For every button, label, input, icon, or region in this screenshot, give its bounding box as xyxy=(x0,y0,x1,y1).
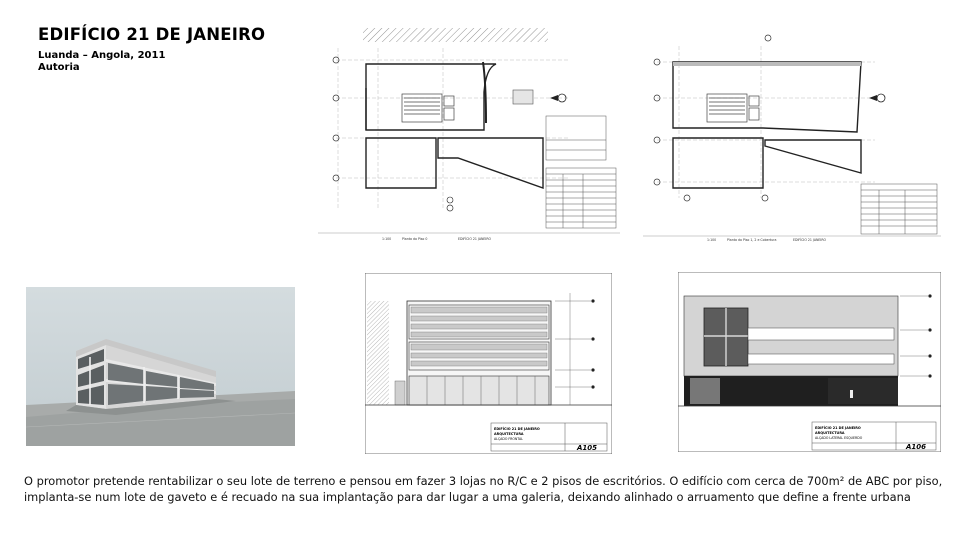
title-block xyxy=(38,25,265,74)
floor-plan-upper-drawing xyxy=(643,28,941,243)
plan-upper-caption: Planta do Piso 1, 2 e Cobertura xyxy=(727,238,777,242)
elevation-front-drawing xyxy=(365,273,612,454)
elevation-front-project: EDIFÍCIO 21 DE JANEIRO xyxy=(494,427,540,431)
project-title: EDIFÍCIO 21 DE JANEIRO xyxy=(38,25,266,44)
floor-plan-ground[interactable] xyxy=(318,28,620,243)
plan-ground-caption: Planta do Piso 0 xyxy=(402,237,428,241)
plan-ground-scale: 1:100 xyxy=(382,237,392,241)
render-3d-image xyxy=(26,287,295,446)
elevation-side-project: EDIFÍCIO 21 DE JANEIRO xyxy=(815,426,861,430)
elevation-front-sheet: A105 xyxy=(577,444,598,452)
project-description: O promotor pretende rentabilizar o seu lote de terreno e pensou em fazer 3 lojas no R/C e 2 pisos de escritórios. O edifício com cerca de 700m² de ABC por piso, implanta-se num lote de gaveto e é recuado na sua implantação para dar lugar a uma galeria, deixando alinhado o arruamento que define a frente urbana xyxy=(24,474,943,504)
project-location: Luanda – Angola, 2011 xyxy=(38,50,166,61)
elevation-side-discipline: ARQUITECTURA xyxy=(815,431,845,435)
elevation-front[interactable] xyxy=(365,273,612,454)
elevation-side[interactable] xyxy=(678,272,941,452)
elevation-side-sheet: A106 xyxy=(906,443,927,451)
project-role: Autoria xyxy=(38,62,80,73)
elevation-side-drawing xyxy=(678,272,941,452)
plan-ground-project: EDIFÍCIO 21 JANEIRO xyxy=(458,237,492,241)
plan-upper-scale: 1:100 xyxy=(707,238,717,242)
floor-plan-ground-drawing xyxy=(318,28,620,243)
elevation-side-view: ALÇADO LATERAL ESQUERDO xyxy=(815,436,863,440)
elevation-front-view: ALÇADO FRONTAL xyxy=(494,437,523,441)
floor-plan-upper[interactable] xyxy=(643,28,941,243)
render-3d[interactable] xyxy=(26,287,295,446)
elevation-front-discipline: ARQUITECTURA xyxy=(494,432,524,436)
plan-upper-project: EDIFÍCIO 21 JANEIRO xyxy=(793,238,827,242)
